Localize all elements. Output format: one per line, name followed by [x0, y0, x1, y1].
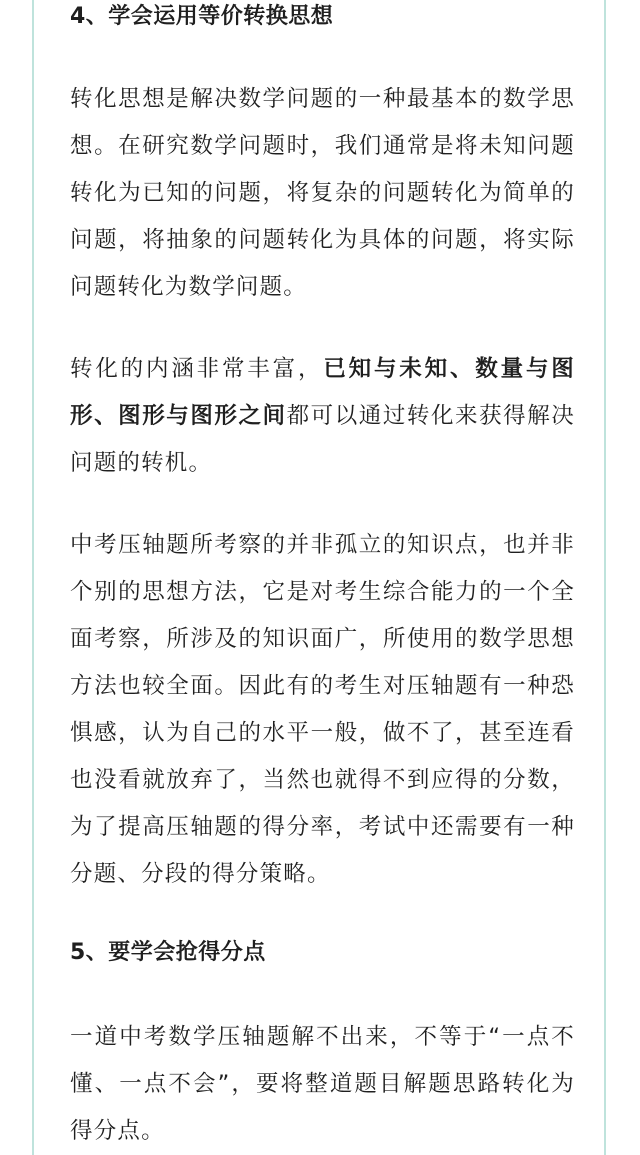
section-4-paragraph-3: 中考压轴题所考察的并非孤立的知识点，也并非个别的思想方法，它是对考生综合能力的一个全面考察，所涉及的知识面广，所使用的数学思想方法也较全面。因此有的考生对压轴题有一种恐惧感，认为自己的水平一般，做不了，甚至连看也没看就放弃了，当然也就得不到应得的分数，为了提高压轴题的得分率，考试中还需要有一种分题、分段的得分策略。 — [70, 532, 575, 887]
section-4-heading: 4、学会运用等价转换思想 — [70, 4, 334, 29]
paragraph-2-start: 转化的内涵非常丰富， — [70, 356, 324, 382]
section-5-heading: 5、要学会抢得分点 — [70, 940, 266, 965]
section-4-paragraph-2 — [70, 346, 575, 487]
paragraph-2-bold: 已知与未知、数量与图形、图形与图形之间 — [70, 356, 575, 429]
paragraph-2-end: 都可以通过转化来获得解决问题的转机。 — [70, 403, 575, 476]
section-4-paragraph-1: 转化思想是解决数学问题的一种最基本的数学思想。在研究数学问题时，我们通常是将未知问题转化为已知的问题，将复杂的问题转化为简单的问题，将抽象的问题转化为具体的问题，将实际问题转化为数学问题。 — [70, 86, 575, 300]
section-5-paragraph-1: 一道中考数学压轴题解不出来，不等于“一点不懂、一点不会”，要将整道题目解题思路转化为得分点。 — [70, 1024, 575, 1144]
